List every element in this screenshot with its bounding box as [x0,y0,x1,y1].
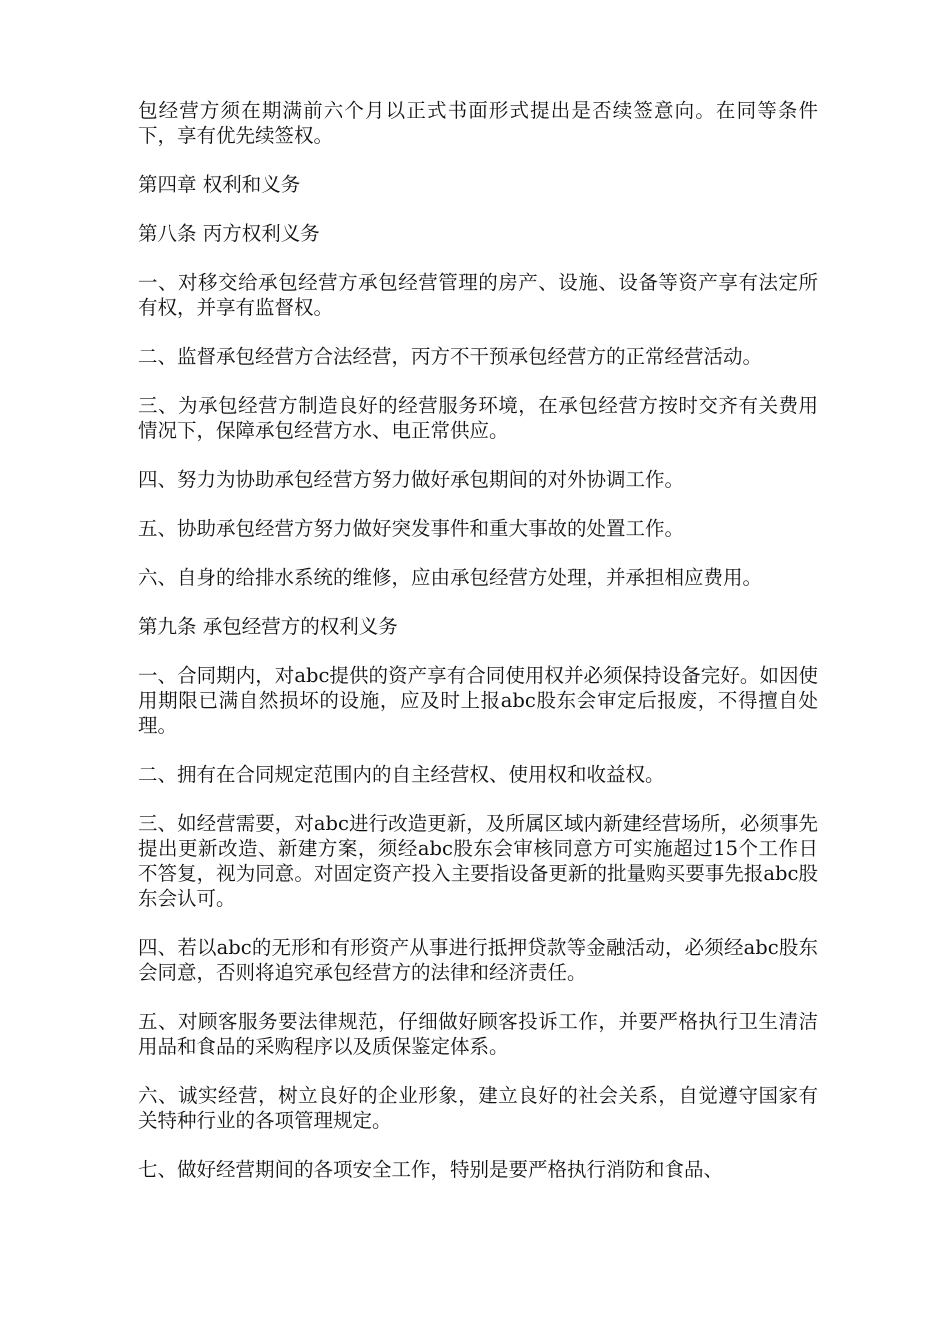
paragraph-1: 包经营方须在期满前六个月以正式书面形式提出是否续签意向。在同等条件下，享有优先续签权。 [138,99,818,147]
article-9-item-5: 五、对顾客服务要法律规范，仔细做好顾客投诉工作，并要严格执行卫生清洁用品和食品的采购程序以及质保鉴定体系。 [138,1010,818,1058]
article-8-item-6: 六、自身的给排水系统的维修，应由承包经营方处理，并承担相应费用。 [138,566,763,589]
article-9-item-2: 二、拥有在合同规定范围内的自主经营权、使用权和收益权。 [138,763,665,786]
article-9-item-3: 三、如经营需要，对abc进行改造更新，及所属区域内新建经营场所，必须事先提出更新改造、新建方案，须经abc股东会审核同意方可实施超过15个工作日不答复，视为同意。对固定资产投入主要指设备更新的批量购买要事先报abc股东会认可。 [138,812,818,910]
article-8-item-4: 四、努力为协助承包经营方努力做好承包期间的对外协调工作。 [138,468,685,491]
chapter-heading: 第四章 权利和义务 [138,173,301,196]
article-8-item-3: 三、为承包经营方制造良好的经营服务环境，在承包经营方按时交齐有关费用情况下，保障承包经营方水、电正常供应。 [138,394,818,442]
article-heading-9: 第九条 承包经营方的权利义务 [138,615,398,638]
article-9-item-6: 六、诚实经营，树立良好的企业形象，建立良好的社会关系，自觉遵守国家有关特种行业的各项管理规定。 [138,1084,818,1132]
document-page [138,98,818,1206]
article-9-item-7: 七、做好经营期间的各项安全工作，特别是要严格执行消防和食品、 [138,1158,724,1181]
article-8-item-5: 五、协助承包经营方努力做好突发事件和重大事故的处置工作。 [138,517,685,540]
article-9-item-1: 一、合同期内，对abc提供的资产享有合同使用权并必须保持设备完好。如因使用期限已满自然损坏的设施，应及时上报abc股东会审定后报废，不得擅自处理。 [138,664,818,737]
article-8-item-2: 二、监督承包经营方合法经营，丙方不干预承包经营方的正常经营活动。 [138,345,763,368]
article-9-item-4: 四、若以abc的无形和有形资产从事进行抵押贷款等金融活动，必须经abc股东会同意，否则将追究承包经营方的法律和经济责任。 [138,936,818,984]
article-8-item-1: 一、对移交给承包经营方承包经营管理的房产、设施、设备等资产享有法定所有权，并享有监督权。 [138,271,818,319]
article-heading-8: 第八条 丙方权利义务 [138,222,320,245]
